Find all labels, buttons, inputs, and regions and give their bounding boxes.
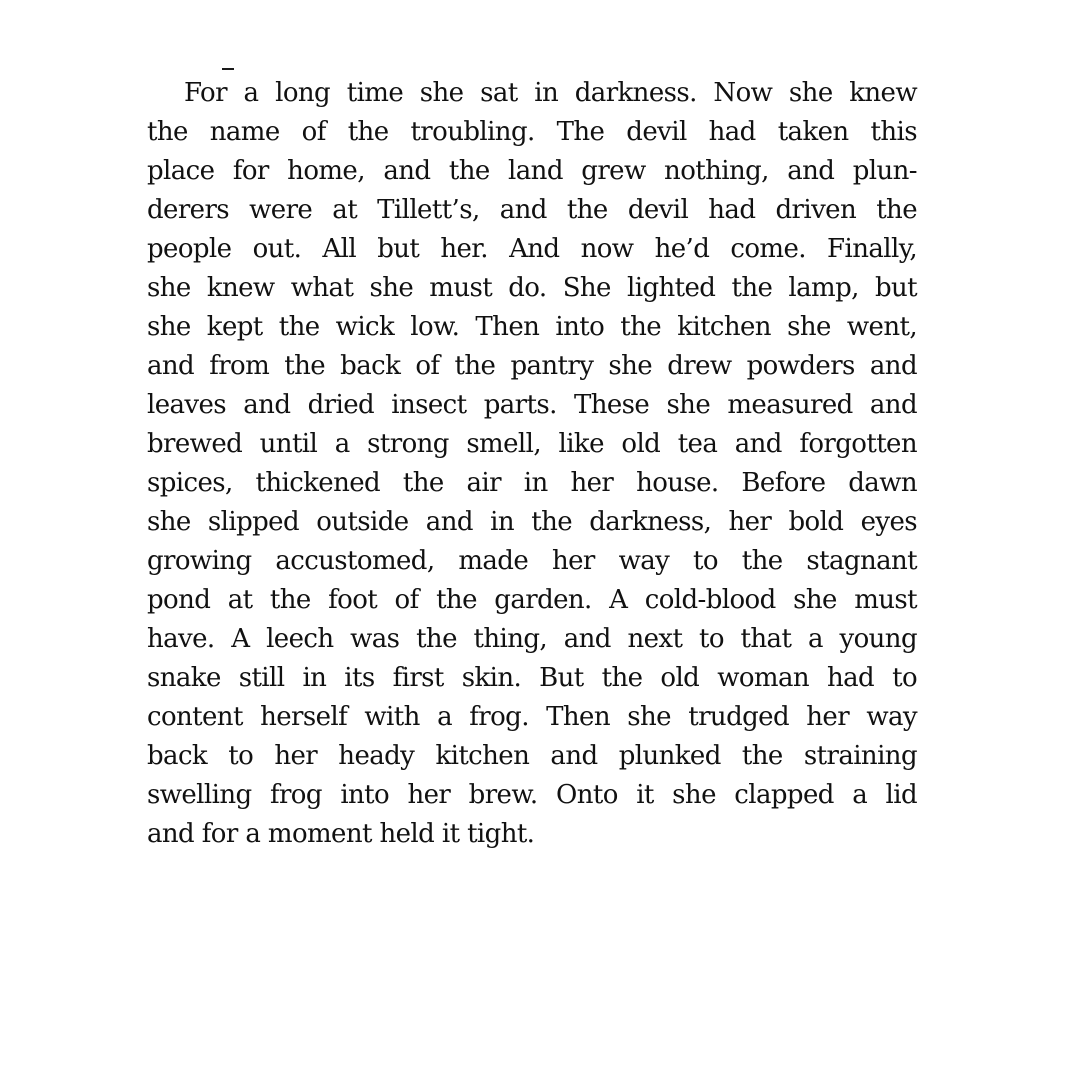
paragraph xyxy=(147,74,917,854)
text-line: and for a moment held it tight. xyxy=(147,819,535,849)
page-mark xyxy=(222,68,234,70)
text-line: For a long time she sat in darkness. Now she knew xyxy=(184,78,917,108)
text-line: the name of the troubling. The devil had taken this xyxy=(147,117,917,147)
text-line: leaves and dried insect parts. These she measured and xyxy=(147,390,917,420)
text-line: she kept the wick low. Then into the kitchen she went, xyxy=(147,312,917,342)
text-line: have. A leech was the thing, and next to that a young xyxy=(147,624,917,654)
text-line: place for home, and the land grew nothing, and plun- xyxy=(147,156,917,186)
text-line: back to her heady kitchen and plunked the straining xyxy=(147,741,917,771)
text-line: brewed until a strong smell, like old tea and forgotten xyxy=(147,429,917,459)
text-line: she slipped outside and in the darkness, her bold eyes xyxy=(147,507,917,537)
text-line: swelling frog into her brew. Onto it she clapped a lid xyxy=(147,780,917,810)
text-line: spices, thickened the air in her house. Before dawn xyxy=(147,468,917,498)
text-line: content herself with a frog. Then she trudged her way xyxy=(147,702,917,732)
text-line: pond at the foot of the garden. A cold-blood she must xyxy=(147,585,917,615)
text-line: growing accustomed, made her way to the stagnant xyxy=(147,546,917,576)
text-line: she knew what she must do. She lighted the lamp, but xyxy=(147,273,917,303)
text-line: snake still in its first skin. But the old woman had to xyxy=(147,663,917,693)
text-line: people out. All but her. And now he’d come. Finally, xyxy=(147,234,917,264)
text-line: and from the back of the pantry she drew powders and xyxy=(147,351,917,381)
text-line: derers were at Tillett’s, and the devil had driven the xyxy=(147,195,917,225)
